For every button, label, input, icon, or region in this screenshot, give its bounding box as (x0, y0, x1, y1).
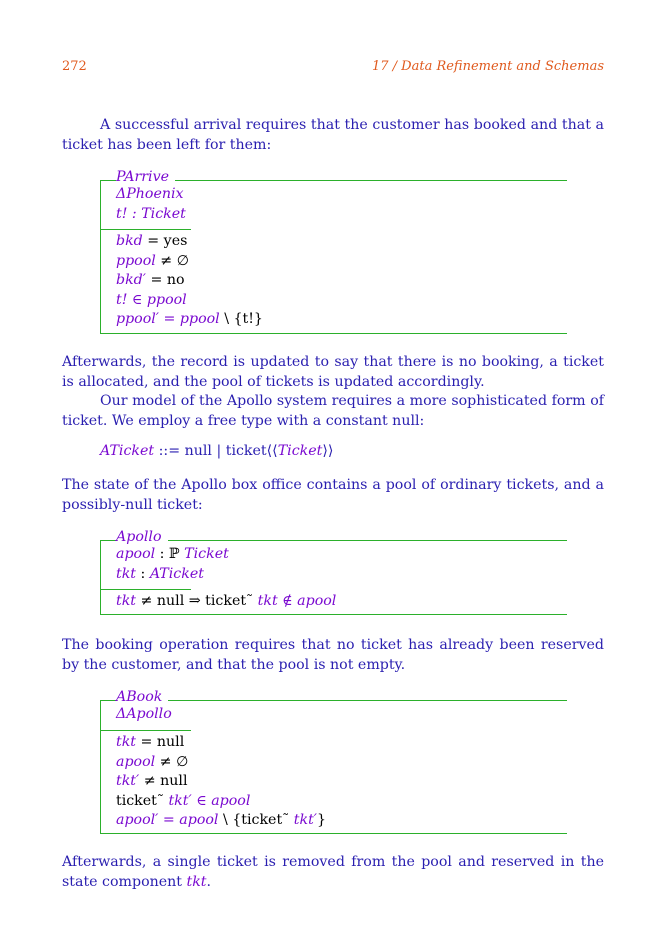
decl-line: ΔApollo (116, 706, 172, 722)
paragraph-text: Our model of the Apollo system requires a more sophisticated form of ticket. We employ a free type with a constant null: (62, 393, 604, 429)
pred-line (116, 310, 263, 330)
decl-line (116, 565, 229, 585)
pred-line (116, 592, 336, 612)
schema-top-line (101, 700, 567, 701)
schema-top-line (101, 540, 567, 541)
schema-declarations (116, 705, 172, 725)
decl-line: ΔPhoenix (116, 186, 184, 202)
schema-divider (101, 730, 191, 731)
pred-term: apool (116, 753, 156, 770)
def-end: ⟩⟩ (322, 443, 334, 459)
inline-math: tkt (186, 873, 207, 890)
def-lhs: ATicket (100, 443, 155, 459)
pred-rest: = null (136, 734, 185, 750)
pred-rest: = no (145, 272, 185, 288)
paragraph-afterwards-single (62, 853, 604, 892)
decl-line (116, 545, 229, 565)
pred-line (116, 291, 263, 311)
decl-name: apool (116, 546, 156, 562)
pred-rest: = yes (142, 233, 188, 249)
aticket-definition (100, 443, 333, 459)
paragraph-afterwards-record: Afterwards, the record is updated to say that there is no booking, a ticket is allocated, and the pool of tickets is updated accordingly. (62, 354, 604, 390)
schema-predicates (116, 592, 336, 612)
pred-rest: ≠ ∅ (155, 252, 190, 269)
page-number: 272 (62, 59, 87, 74)
schema-declarations (116, 185, 186, 224)
schema-predicates (116, 232, 263, 330)
schema-declarations (116, 545, 229, 584)
paragraph-booking: The booking operation requires that no ticket has already been reserved by the customer, and that the pool is not empty. (62, 637, 604, 673)
def-arg: Ticket (277, 443, 323, 459)
decl-line: t! : Ticket (116, 205, 186, 222)
pred-rest: ≠ null (139, 773, 188, 789)
page-header (62, 59, 604, 77)
schema-divider (101, 229, 191, 230)
pred-line (116, 753, 326, 773)
pred-rest: ≠ ∅ (155, 753, 189, 770)
pred-rest: ticket˜ (116, 792, 169, 809)
pred-rest: ≠ null ⇒ ticket˜ (136, 593, 258, 609)
schema-title: ABook (116, 688, 168, 706)
schema-parrive (100, 169, 567, 334)
paragraph-apollo-model (62, 392, 604, 431)
decl-colon: : (136, 565, 150, 582)
decl-name: tkt (116, 565, 136, 582)
running-head: 17 / Data Refinement and Schemas (371, 59, 604, 74)
decl-colon: : ℙ (155, 546, 185, 562)
schema-predicates (116, 733, 326, 831)
paragraph-text: . (206, 873, 212, 890)
paragraph-arrival: A successful arrival requires that the customer has booked and that a ticket has been left for them: (62, 117, 604, 153)
pred-term: tkt′ ∈ apool (168, 792, 251, 809)
pred-term: bkd′ (116, 272, 146, 288)
schema-title: Apollo (116, 528, 168, 546)
pred-term: tkt ∉ apool (257, 593, 337, 609)
pred-line (116, 811, 326, 831)
pred-line (116, 232, 263, 252)
pred-rest: \ {ticket˜ (218, 812, 294, 828)
pred-line (116, 271, 263, 291)
paragraph-text: Afterwards, a single ticket is removed from the pool and reserved in the state component (62, 854, 604, 890)
pred-line (116, 252, 263, 272)
pred-term: t! ∈ ppool (116, 291, 187, 308)
def-mid: ::= null | ticket⟨⟨ (154, 443, 278, 459)
pred-term: tkt′ (293, 812, 317, 828)
paragraph-apollo-state: The state of the Apollo box office contains a pool of ordinary tickets, and a possibly-null ticket: (62, 477, 604, 513)
pred-term: tkt′ (116, 773, 140, 789)
pred-line (116, 792, 326, 812)
pred-term: ppool (116, 252, 156, 269)
pred-rest: } (317, 812, 327, 828)
pred-term: apool′ = apool (116, 812, 219, 828)
pred-term: ppool′ = ppool (116, 311, 220, 327)
pred-term: tkt (116, 593, 136, 609)
decl-type: ATicket (149, 565, 204, 582)
pred-line (116, 772, 326, 792)
schema-apollo (100, 529, 567, 615)
decl-type: Ticket (184, 546, 229, 562)
pred-rest: \ {t!} (219, 311, 263, 327)
pred-term: tkt (116, 734, 136, 750)
pred-term: bkd (116, 233, 143, 249)
schema-divider (101, 589, 191, 590)
pred-line (116, 733, 326, 753)
schema-abook (100, 689, 567, 834)
schema-title: PArrive (116, 168, 175, 186)
